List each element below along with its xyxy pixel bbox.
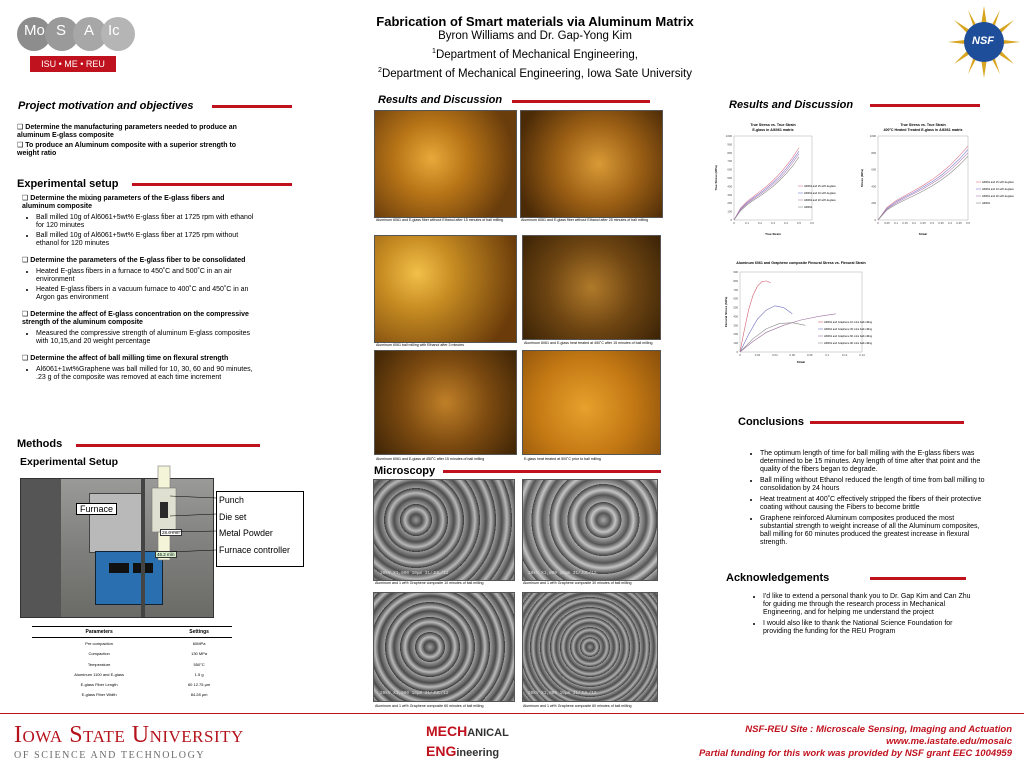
- y-tick-label: 300: [727, 192, 732, 197]
- micrograph-2: [520, 110, 663, 218]
- x-tick-label: 0.05: [884, 221, 890, 225]
- y-tick-label: 0: [736, 350, 738, 354]
- ack-bar: [870, 577, 966, 580]
- logo-letter-1: Mo: [24, 22, 45, 39]
- caption-2: Aluminum 6061 and E-glass fiber without Ethanol after 25 minutes of ball milling: [521, 218, 649, 222]
- mosaic-logo: [10, 14, 140, 58]
- legend-label: Al6061 and 20 wt% E-glass: [804, 199, 836, 202]
- isu-me-reu-badge: ISU • ME • REU: [30, 56, 116, 72]
- ack-item: • I would also like to thank the National Science Foundation for providing the funding for the REU Program: [763, 620, 978, 636]
- y-tick-label: 200: [727, 201, 732, 206]
- parameters-table: [32, 626, 232, 700]
- setup-group: [22, 311, 254, 346]
- affiliation-1: $^1$Department of Mechanical Engineering,: [432, 48, 638, 61]
- ack-title: Acknowledgements: [726, 572, 830, 584]
- legend-furnace-controller: Furnace controller: [219, 544, 290, 555]
- stress-strain-chart-2: [858, 120, 1014, 238]
- x-tick-label: 0.06: [789, 353, 796, 357]
- y-tick-label: 600: [733, 296, 738, 301]
- x-tick-label: 0.4: [948, 221, 952, 225]
- chart-title: E-glass in Al6061 matrix: [752, 128, 794, 132]
- plot-area: [740, 272, 862, 352]
- legend-punch: Punch: [219, 495, 244, 505]
- die-dim-2: 46.2 mm: [157, 552, 175, 557]
- poster-title: Fabrication of Smart materials via Aluminum Matrix: [376, 14, 694, 29]
- setup-sub-item: • Heated E-glass fibers in a vacuum furnace to 400˚C and 450˚C in an Argon gas environment: [36, 286, 254, 302]
- x-tick-label: 0.15: [902, 221, 908, 225]
- caption-6: E-glass heat treated at 500˚C prior to ball milling: [524, 457, 601, 461]
- sem-caption-1: Aluminum and 1 wt% Graphene composite 10 minutes of ball milling: [375, 581, 484, 585]
- setup-group: [22, 355, 254, 382]
- footer: [0, 714, 1024, 768]
- conclusion-item: • Heat treatment at 400˚C effectively stripped the fibers of their protective coating without causing the Fibers to become brittle: [760, 496, 985, 512]
- apparatus-legend: [216, 491, 304, 567]
- x-tick-label: 0.1: [894, 221, 898, 225]
- x-tick-label: 0.35: [938, 221, 944, 225]
- x-axis-label: Strain: [796, 360, 806, 364]
- legend-metal-powder: Metal Powder: [219, 528, 273, 538]
- ack-list: [755, 593, 978, 639]
- x-tick-label: 0.4: [784, 221, 788, 225]
- die-dim-1: 28.6 mm: [162, 530, 180, 535]
- y-tick-label: 100: [733, 341, 738, 346]
- y-axis-label: Flexural Stress (MPa): [724, 296, 728, 328]
- chart-title: 400°C Heated Treated E-glass in Al6061 matrix: [883, 128, 963, 132]
- nsf-logo: [948, 6, 1020, 78]
- y-tick-label: 900: [727, 142, 732, 147]
- y-axis-label: Stress (MPa): [860, 168, 864, 188]
- x-tick-label: 0.02: [754, 353, 761, 357]
- y-tick-label: 400: [871, 184, 876, 189]
- microscopy-bar: [443, 470, 661, 473]
- y-tick-label: 600: [727, 167, 732, 172]
- micrograph-6: [522, 350, 661, 455]
- legend-label: Al6061 and Graphene 10 mins ball milling: [824, 321, 873, 324]
- table-row: E-glass Fiber Length 60 12.75 μm: [80, 682, 211, 688]
- legend-label: Al6061 and Graphene 30 mins ball milling: [824, 328, 873, 331]
- stress-strain-chart-1: [712, 120, 856, 238]
- x-tick-label: 0.2: [758, 221, 762, 225]
- affiliation-2: $^2$Department of Mechanical Engineering, Iowa Sate University: [378, 66, 692, 80]
- footer-url[interactable]: www.me.iastate.edu/mosaic: [886, 736, 1012, 747]
- motivation-title: Project motivation and objectives: [18, 100, 194, 112]
- experimental-setup-title: Experimental setup: [17, 178, 119, 190]
- sem-image-1: [373, 479, 515, 581]
- leader-lines: [168, 494, 218, 554]
- nsf-logo-text: NSF: [972, 35, 994, 47]
- y-tick-label: 400: [727, 184, 732, 189]
- y-axis-label: True Stress (MPa): [714, 165, 718, 191]
- x-tick-label: 0.45: [956, 221, 962, 225]
- setup-group-head: ❑ Determine the mixing parameters of the E-glass fibers and aluminum composite: [22, 195, 254, 211]
- sem-bar-2: 20kV X1,000 10μm 31/JUL/12: [528, 571, 597, 576]
- flexural-chart: [722, 258, 872, 366]
- y-tick-label: 800: [727, 150, 732, 155]
- legend-label: Al6061 and 15 wt% E-glass: [982, 181, 1014, 184]
- x-tick-label: 0.5: [797, 221, 801, 225]
- methods-title: Methods: [17, 438, 63, 450]
- plot-area: [734, 136, 812, 220]
- table-row: Aluminum 1100 and E-glass 1.5 g: [74, 671, 204, 677]
- legend-label: Al6061 and 10 wt% E-glass: [982, 188, 1014, 191]
- methods-bar: [76, 444, 260, 447]
- conclusion-item: • Graphene reinforced Aluminum composites produced the most substantial strength to weight increase of all the Aluminum composites, ball milling for 60 minutes produced the greatest increase in flexural strength.: [760, 515, 985, 547]
- legend-label: Al6061 and 10 wt% E-glass: [804, 192, 836, 195]
- caption-3: Aluminum 6061 ball milling with Ethanol after 3 minutes: [376, 343, 465, 347]
- micrograph-4: [522, 235, 661, 340]
- setup-bar: [132, 183, 292, 186]
- caption-5: Aluminum 6061 and E-glass at 450˚C after 15 minutes of ball milling: [376, 457, 485, 461]
- conclusion-item: • Ball milling without Ethanol reduced the length of time from ball milling to consolidation by 24 hours: [760, 477, 985, 493]
- y-tick-label: 200: [733, 332, 738, 337]
- x-tick-label: 0.3: [930, 221, 934, 225]
- x-tick-label: 0: [877, 221, 879, 225]
- motivation-item: ❑ Determine the manufacturing parameters needed to produce an aluminum E-glass composite: [17, 124, 247, 140]
- results-title-3: Results and Discussion: [729, 99, 854, 111]
- exp-setup-subtitle: Experimental Setup: [20, 456, 119, 468]
- results-bar-2: [512, 100, 650, 103]
- x-tick-label: 0.14: [859, 353, 865, 357]
- y-tick-label: 700: [727, 159, 732, 164]
- setup-group-head: ❑ Determine the affect of E-glass concentration on the compressive strength of the aluminum composite: [22, 311, 254, 327]
- x-tick-label: 0: [733, 221, 735, 225]
- conclusions-title: Conclusions: [738, 416, 805, 428]
- setup-group-head: ❑ Determine the parameters of the E-glass fiber to be consolidated: [22, 257, 254, 265]
- mech-eng-logo: MECHANICAL ENGineering: [426, 723, 509, 759]
- y-tick-label: 300: [733, 323, 738, 328]
- logo-letter-3: A: [84, 22, 95, 39]
- x-tick-label: 0: [739, 353, 741, 357]
- y-tick-label: 200: [871, 201, 876, 206]
- setup-list: [22, 195, 254, 384]
- y-tick-label: 500: [727, 176, 732, 180]
- y-tick-label: 400: [733, 314, 738, 319]
- setup-sub-item: • Measured the compressive strength of aluminum E-glass composites with 10,15,and 20 weight percentage: [36, 330, 254, 346]
- setup-sub-item: • Ball milled 10g of Al6061+5wt% E-glass fiber at 1725 rpm with ethanol for 120 minutes: [36, 214, 254, 230]
- legend-label: Al6061 and 20 wt% E-glass: [982, 195, 1014, 198]
- furnace-label: Furnace: [76, 503, 117, 515]
- legend-label: Al6061 and Graphene 60 mins ball milling: [824, 335, 873, 338]
- micrograph-3: [374, 235, 517, 343]
- x-tick-label: 0.6: [810, 221, 814, 225]
- setup-group-head: ❑ Determine the affect of ball milling time on flexural strength: [22, 355, 254, 363]
- y-tick-label: 700: [733, 287, 738, 292]
- ack-item: • I'd like to extend a personal thank you to Dr. Gap Kim and Can Zhu for guiding me through the research process in Mechanical Engineering, and for helping me understand the project: [763, 593, 978, 617]
- footer-text: [699, 724, 1012, 760]
- x-tick-label: 0.08: [806, 353, 813, 357]
- x-tick-label: 0.1: [745, 221, 749, 225]
- results-bar-3: [870, 104, 980, 107]
- sem-bar-3: 20kV X1,000 10μm 31/JUL/12: [380, 691, 449, 696]
- x-tick-label: 0.12: [841, 353, 848, 357]
- sem-image-3: [373, 592, 515, 702]
- y-tick-label: 900: [733, 270, 738, 274]
- footer-line-3: Partial funding for this work was provided by NSF grant EEC 1004959: [698, 748, 1012, 759]
- setup-sub-item: • Heated E-glass fibers in a furnace to 450˚C and 500˚C in an air environment: [36, 268, 254, 284]
- table-row: E-glass Fiber Width 84.28 μm: [81, 692, 208, 698]
- chart-title: True Stress vs. True Strain: [750, 123, 796, 127]
- setup-sub-item: • Al6061+1wt%Graphene was ball milled for 10, 30, 60 and 90 minutes, .23 g of the composite was removed at each time increment: [36, 366, 254, 382]
- motivation-item: ❑ To produce an Aluminum composite with a superior strength to weight ratio: [17, 142, 247, 158]
- table-header-parameters: Parameters: [85, 629, 113, 636]
- x-tick-label: 0.5: [966, 221, 970, 225]
- y-tick-label: 100: [727, 209, 732, 214]
- micrograph-1: [374, 110, 517, 218]
- isu-wordmark: Iowa State University: [14, 722, 244, 748]
- legend-die-set: Die set: [219, 511, 247, 522]
- micrograph-5: [374, 350, 517, 455]
- setup-group: [22, 257, 254, 302]
- x-axis-label: Strain: [918, 232, 928, 236]
- x-tick-label: 0.25: [920, 221, 926, 225]
- table-row: Pre compaction 60MPa: [85, 640, 206, 646]
- legend-label: Al6061: [982, 202, 991, 205]
- logo-letter-4: Ic: [108, 22, 120, 39]
- motivation-list: [17, 124, 247, 158]
- sem-caption-4: Aluminum and 1 wt% Graphene composite 60 minutes of ball milling: [523, 704, 632, 708]
- logo-letter-2: S: [56, 22, 67, 39]
- sem-image-2: [522, 479, 658, 581]
- y-tick-label: 0: [874, 218, 876, 222]
- x-axis-label: True Strain: [765, 232, 781, 236]
- footer-line-1: NSF-REU Site : Microscale Sensing, Imaging and Actuation: [745, 724, 1012, 735]
- y-tick-label: 0: [730, 218, 732, 222]
- y-tick-label: 500: [733, 305, 738, 310]
- legend-label: Al6061: [804, 206, 813, 209]
- motivation-bar: [212, 105, 292, 108]
- chart-title: True Stress vs. True Strain: [900, 123, 946, 127]
- table-header-settings: Settings: [189, 629, 209, 636]
- sem-bar-4: 20kV X1,000 10μm 31/JUL/12: [528, 691, 597, 696]
- microscopy-title: Microscopy: [374, 465, 436, 477]
- conclusion-item: • The optimum length of time for ball milling with the E-glass fibers was determined to be 15 minutes. Any length of time after that point and the quality of the fibers began to degrade.: [760, 450, 985, 474]
- y-tick-label: 1000: [725, 134, 732, 138]
- setup-group: [22, 195, 254, 248]
- legend-label: Al6061 and 15 wt% E-glass: [804, 185, 836, 188]
- y-tick-label: 600: [871, 167, 876, 172]
- sem-bar-1: 20kV X1,000 10μm 31/JUL/12: [380, 571, 449, 576]
- x-tick-label: 0.2: [912, 221, 916, 225]
- setup-sub-item: • Ball milled 10g of Al6061+5wt% E-glass fiber at 1725 rpm without ethanol for 120 minutes: [36, 232, 254, 248]
- conclusions-list: [752, 450, 985, 550]
- legend-label: Al6061 and Graphene 90 mins ball milling: [824, 342, 873, 345]
- sem-caption-3: Aluminum and 1 wt% Graphene composite 60 minutes of ball milling: [375, 704, 484, 708]
- chart-title: Aluminum 6061 and Graphene composite Flexural Stress vs. Flexural Strain: [736, 261, 866, 265]
- x-tick-label: 0.3: [771, 221, 775, 225]
- x-tick-label: 0.1: [825, 353, 830, 357]
- sem-caption-2: Aluminum and 1 wt% Graphene composite 30 minutes of ball milling: [523, 581, 632, 585]
- caption-1: Aluminum 6061 and E-glass fiber without Ethanol after 15 minutes of ball milling: [376, 218, 504, 222]
- conclusions-bar: [810, 421, 964, 424]
- table-row: Compaction 130 MPa: [88, 651, 208, 657]
- results-title-2: Results and Discussion: [378, 94, 503, 106]
- table-row: Temperature 550°C: [87, 661, 205, 667]
- y-tick-label: 800: [871, 150, 876, 155]
- caption-4: Aluminum 6061 and E-glass heat treated at 450˚C after 15 minutes of ball milling: [524, 341, 653, 345]
- y-tick-label: 1000: [869, 134, 876, 138]
- isu-subtitle: OF SCIENCE AND TECHNOLOGY: [14, 750, 206, 761]
- poster-header: [280, 14, 790, 82]
- poster-authors: Byron Williams and Dr. Gap-Yong Kim: [438, 30, 632, 42]
- y-tick-label: 800: [733, 278, 738, 283]
- sem-image-4: [522, 592, 658, 702]
- x-tick-label: 0.04: [772, 353, 778, 357]
